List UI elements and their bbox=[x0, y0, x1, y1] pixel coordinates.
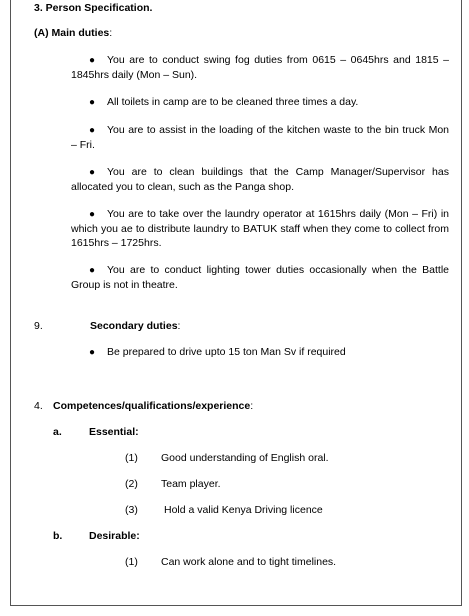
essential-label: Essential: bbox=[89, 426, 139, 438]
essential-item-3-number: (3) bbox=[125, 504, 138, 516]
main-duties-heading bbox=[34, 26, 112, 40]
page-border-bottom bbox=[10, 605, 462, 606]
main-duty-bullet-2 bbox=[71, 95, 449, 110]
competences-number: 4. bbox=[34, 400, 43, 412]
secondary-duties-colon: : bbox=[177, 320, 181, 332]
main-duty-bullet-4 bbox=[71, 165, 449, 194]
bullet-icon: ● bbox=[89, 209, 96, 220]
secondary-duty-text: Be prepared to drive upto 15 ton Man Sv if required bbox=[107, 346, 346, 358]
desirable-label: Desirable: bbox=[89, 530, 140, 542]
competences-heading bbox=[53, 399, 253, 413]
secondary-duties-heading bbox=[90, 319, 180, 333]
main-duty-text: You are to clean buildings that the Camp Manager/Supervisor has allocated you to clean, such as the Panga shop. bbox=[71, 166, 449, 193]
main-duty-bullet-3 bbox=[71, 123, 449, 152]
section-heading-person-specification: 3. Person Specification. bbox=[34, 2, 153, 14]
essential-letter: a. bbox=[53, 426, 62, 438]
essential-item-3-text: Hold a valid Kenya Driving licence bbox=[164, 504, 323, 516]
bullet-icon: ● bbox=[89, 347, 96, 358]
desirable-letter: b. bbox=[53, 530, 63, 542]
essential-item-2-number: (2) bbox=[125, 478, 138, 490]
main-duty-bullet-6 bbox=[71, 263, 449, 292]
essential-item-1-text: Good understanding of English oral. bbox=[161, 452, 329, 464]
bullet-icon: ● bbox=[89, 125, 96, 136]
main-duty-text: You are to assist in the loading of the kitchen waste to the bin truck Mon – Fri. bbox=[71, 124, 449, 151]
main-duty-text: You are to take over the laundry operator at 1615hrs daily (Mon – Fri) in which you ae to distribute laundry to BATUK staff when they come to collect from 1615hrs – 1725hrs. bbox=[71, 208, 449, 249]
main-duty-bullet-1 bbox=[71, 53, 449, 82]
main-duty-text: All toilets in camp are to be cleaned three times a day. bbox=[107, 96, 359, 108]
page-border-left bbox=[10, 0, 11, 606]
bullet-icon: ● bbox=[89, 55, 96, 66]
desirable-item-1-number: (1) bbox=[125, 556, 138, 568]
essential-item-1-number: (1) bbox=[125, 452, 138, 464]
main-duty-text: You are to conduct swing fog duties from 0615 – 0645hrs and 1815 – 1845hrs daily (Mon – Sun). bbox=[71, 54, 449, 81]
secondary-duties-number: 9. bbox=[34, 320, 43, 332]
main-duty-bullet-5 bbox=[71, 207, 449, 250]
main-duties-colon: : bbox=[109, 27, 113, 39]
competences-colon: : bbox=[250, 400, 254, 412]
bullet-icon: ● bbox=[89, 167, 96, 178]
bullet-icon: ● bbox=[89, 265, 96, 276]
main-duties-label: (A) Main duties bbox=[34, 27, 110, 39]
bullet-icon: ● bbox=[89, 97, 96, 108]
page-border-right bbox=[461, 0, 462, 606]
secondary-duty-bullet bbox=[89, 345, 346, 360]
desirable-item-1-text: Can work alone and to tight timelines. bbox=[161, 556, 337, 568]
secondary-duties-label: Secondary duties bbox=[90, 320, 178, 332]
competences-label: Competences/qualifications/experience bbox=[53, 400, 251, 412]
main-duty-text: You are to conduct lighting tower duties occasionally when the Battle Group is not in theatre. bbox=[71, 264, 449, 291]
essential-item-2-text: Team player. bbox=[161, 478, 221, 490]
